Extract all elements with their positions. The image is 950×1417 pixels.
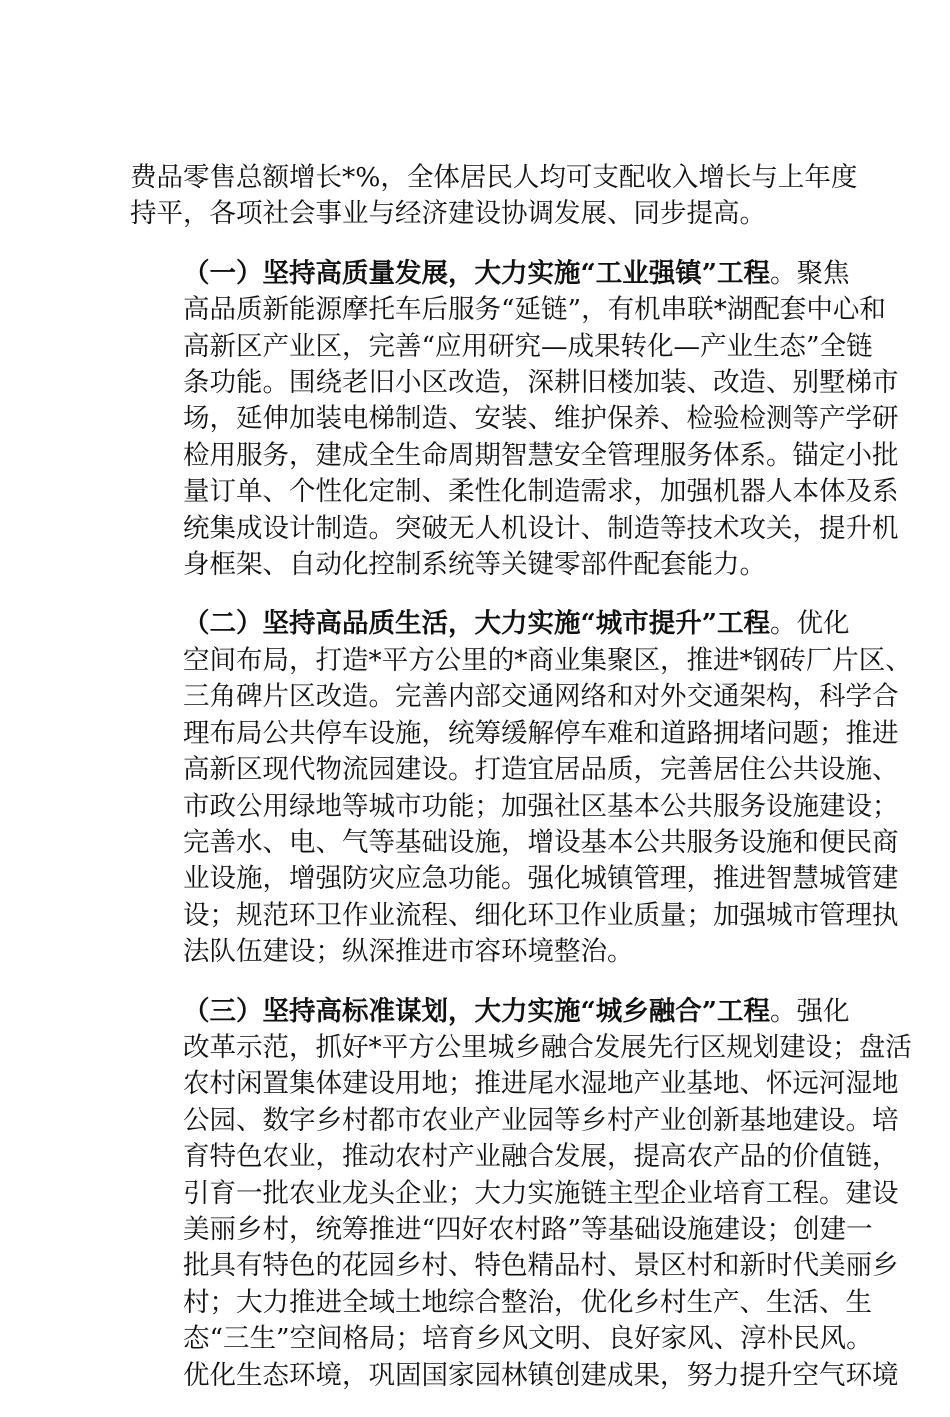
first-line <box>130 256 850 292</box>
heading-tail: 。优化 <box>770 608 850 640</box>
text-line: 批具有特色的花园乡村、特色精品村、景区村和新时代美丽乡 <box>183 1250 899 1282</box>
text-line: 育特色农业，推动农村产业融合发展，提高农产品的价值链， <box>183 1141 899 1173</box>
document-page <box>130 160 912 1417</box>
heading-tail: 。强化 <box>770 995 850 1027</box>
text-line: 村；大力推进全域土地综合整治，优化乡村生产、生活、生 <box>183 1286 872 1318</box>
text-line: 条功能。围绕老旧小区改造，深耕旧楼加装、改造、别墅梯市 <box>183 367 899 399</box>
heading-tail: 。聚焦 <box>770 257 850 289</box>
text-line: 量订单、个性化定制、柔性化制造需求，加强机器人本体及系 <box>183 476 899 508</box>
text-line: 三角碑片区改造。完善内部交通网络和对外交通架构，科学合 <box>183 681 899 713</box>
text-line: 理布局公共停车设施，统筹缓解停车难和道路拥堵问题；推进 <box>183 717 899 749</box>
text-line: 空间布局，打造*平方公里的*商业集聚区，推进*钢砖厂片区、 <box>183 644 912 676</box>
text-line: 检用服务，建成全生命周期智慧安全管理服务体系。锚定小批 <box>183 439 899 471</box>
text-line: 统集成设计制造。突破无人机设计、制造等技术攻关，提升机 <box>183 512 899 544</box>
text-line: 完善水、电、气等基础设施，增设基本公共服务设施和便民商 <box>183 826 899 858</box>
paragraph-city <box>130 606 912 970</box>
text-line: 身框架、自动化控制系统等关键零部件配套能力。 <box>183 549 766 581</box>
text-line: 改革示范，抓好*平方公里城乡融合发展先行区规划建设；盘活 <box>183 1031 912 1063</box>
text-line: 高品质新能源摩托车后服务“延链”，有机串联*湖配套中心和 <box>183 294 886 326</box>
text-line: 高新区产业区，完善“应用研究—成果转化—产业生态”全链 <box>183 330 873 362</box>
section-heading: （二）坚持高品质生活，大力实施“城市提升”工程 <box>183 608 770 640</box>
text-line: 持平，各项社会事业与经济建设协调发展、同步提高。 <box>130 198 766 230</box>
text-line: 设；规范环卫作业流程、细化环卫作业质量；加强城市管理执 <box>183 899 899 931</box>
first-line <box>130 994 850 1030</box>
text-line: 法队伍建设；纵深推进市容环境整治。 <box>183 936 634 968</box>
paragraph-intro <box>130 160 858 233</box>
text-line: 业设施，增强防灾应急功能。强化城镇管理，推进智慧城管建 <box>183 863 899 895</box>
text-line: 引育一批农业龙头企业；大力实施链主型企业培育工程。建设 <box>183 1177 899 1209</box>
section-heading: （三）坚持高标准谋划，大力实施“城乡融合”工程 <box>183 995 770 1027</box>
text-line: 公园、数字乡村都市农业产业园等乡村产业创新基地建设。培 <box>183 1104 899 1136</box>
text-line: 市政公用绿地等城市功能；加强社区基本公共服务设施建设； <box>183 790 899 822</box>
text-line: 态“三生”空间格局；培育乡风文明、良好家风、淳朴民风。 <box>183 1323 873 1355</box>
paragraph-rural <box>130 994 912 1394</box>
first-line <box>130 606 850 642</box>
paragraph-industry <box>130 256 899 584</box>
text-line: 农村闲置集体建设用地；推进尾水湿地产业基地、怀远河湿地 <box>183 1068 899 1100</box>
text-line: 美丽乡村，统筹推进“四好农村路”等基础设施建设；创建一 <box>183 1213 873 1245</box>
text-line: 优化生态环境，巩固国家园林镇创建成果，努力提升空气环境 <box>183 1359 899 1391</box>
text-line: 高新区现代物流园建设。打造宜居品质，完善居住公共设施、 <box>183 754 899 786</box>
text-line: 场，延伸加装电梯制造、安装、维护保养、检验检测等产学研 <box>183 403 899 435</box>
section-heading: （一）坚持高质量发展，大力实施“工业强镇”工程 <box>183 257 770 289</box>
text-line: 费品零售总额增长*%，全体居民人均可支配收入增长与上年度 <box>130 162 858 193</box>
